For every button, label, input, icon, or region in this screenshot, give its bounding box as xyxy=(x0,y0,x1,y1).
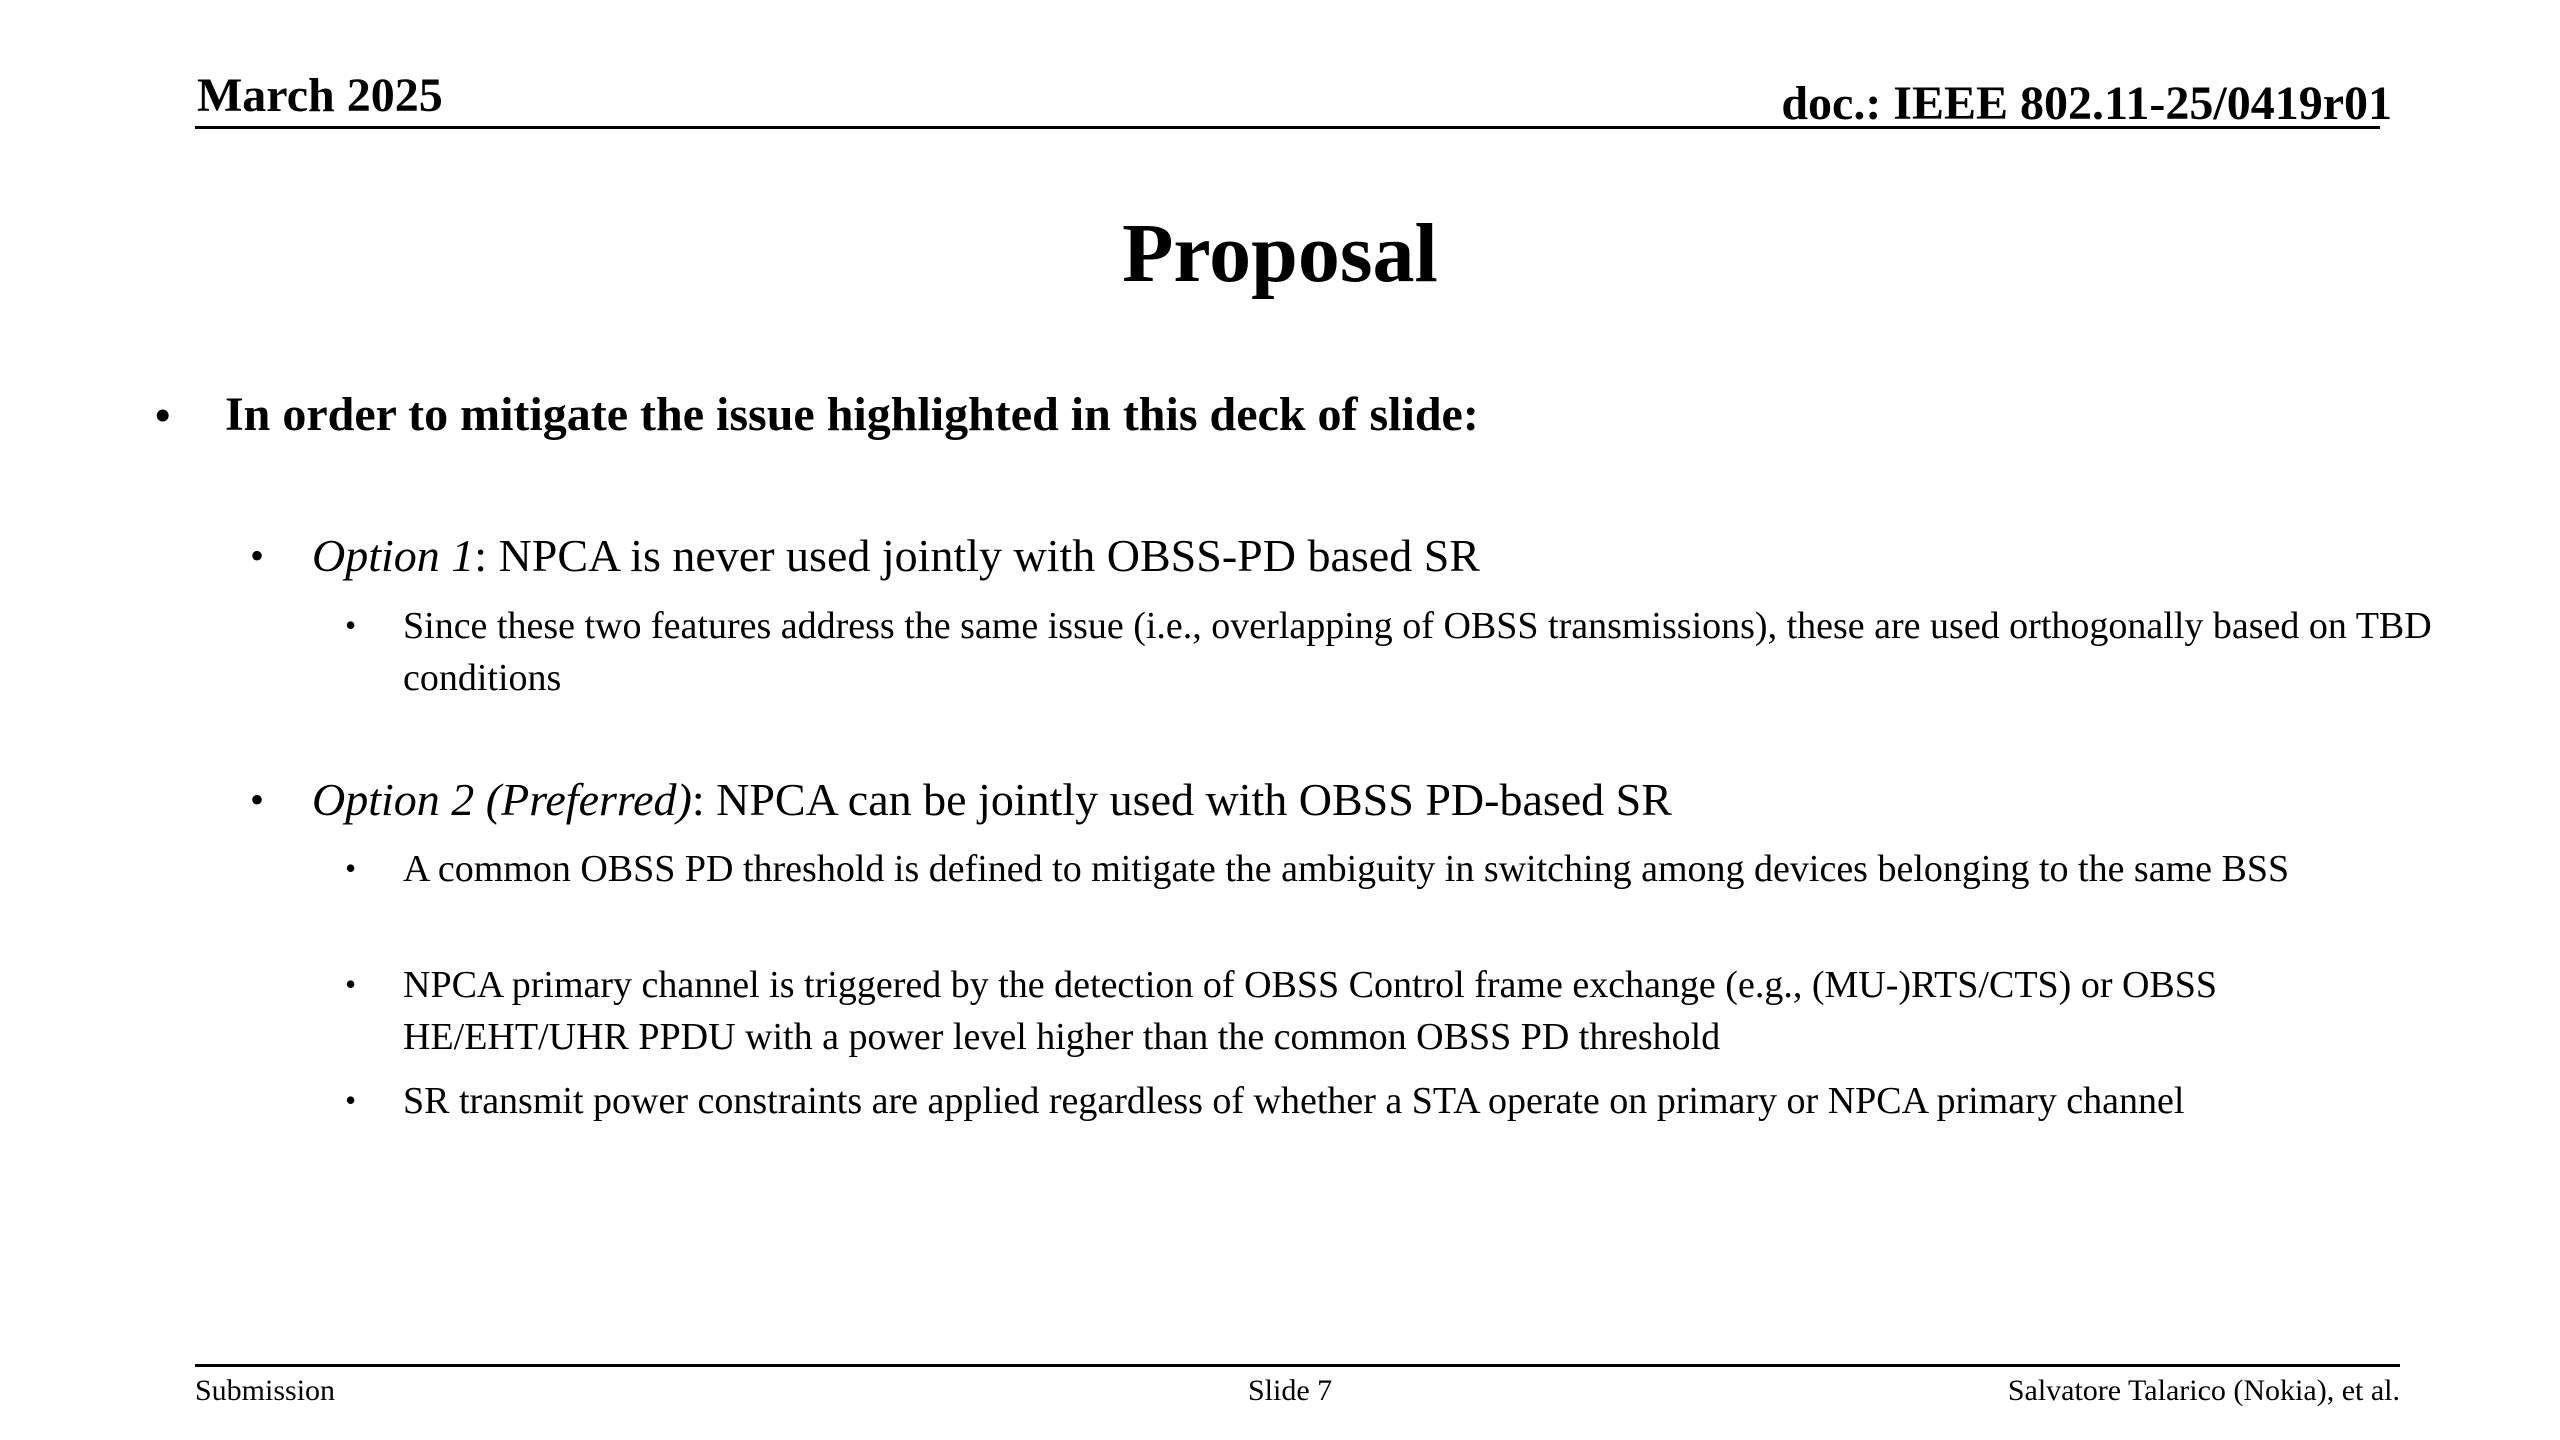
option-2-text xyxy=(312,772,2450,827)
option-2-sub-3-text: SR transmit power constraints are applied regardless of whether a STA operate on primary or NPCA primary channel xyxy=(403,1080,2185,1122)
bullet-icon: • xyxy=(250,533,265,578)
footer-slide-number: Slide 7 xyxy=(1248,1374,1333,1407)
header-divider xyxy=(195,126,2380,129)
bullet-icon: • xyxy=(345,1082,357,1118)
option-1-sub-1 xyxy=(345,600,2445,704)
option-1-label: Option 1 xyxy=(312,530,475,581)
footer-author: Salvatore Talarico (Nokia), et al. xyxy=(2007,1374,2400,1407)
option-2-sub-2 xyxy=(345,959,2445,1063)
footer-divider xyxy=(195,1364,2400,1367)
option-1-desc: : NPCA is never used jointly with OBSS-PD based SR xyxy=(474,530,1480,581)
option-2-bullet xyxy=(250,772,2450,827)
option-2-sub-1 xyxy=(345,843,2445,895)
bullet-icon: • xyxy=(155,391,171,440)
main-bullet xyxy=(155,386,2455,444)
slide-title: Proposal xyxy=(1122,207,1438,300)
header-date: March 2025 xyxy=(197,69,443,122)
header-doc-number: doc.: IEEE 802.11-25/0419r01 xyxy=(1781,77,2392,130)
option-2-desc: : NPCA can be jointly used with OBSS PD-based SR xyxy=(691,774,1672,825)
option-1-bullet xyxy=(250,528,2450,583)
option-2-sub-2-text: NPCA primary channel is triggered by the detection of OBSS Control frame exchange (e.g., (MU-)RTS/CTS) or OBSS HE/EHT/UHR PPDU with a power level higher than the common OBSS PD threshold xyxy=(403,964,2218,1059)
option-2-label: Option 2 (Preferred) xyxy=(312,774,692,825)
option-1-text xyxy=(312,528,2450,583)
bullet-icon: • xyxy=(345,966,357,1002)
option-1-sub-1-text: Since these two features address the same issue (i.e., overlapping of OBSS transmissions), these are used orthogonally based on TBD conditions xyxy=(403,605,2432,700)
option-2-sub-1-text: A common OBSS PD threshold is defined to mitigate the ambiguity in switching among devices belonging to the same BSS xyxy=(403,848,2290,890)
bullet-icon: • xyxy=(345,607,357,643)
main-bullet-text: In order to mitigate the issue highlighted in this deck of slide: xyxy=(225,388,1479,441)
bullet-icon: • xyxy=(345,850,357,886)
footer-submission: Submission xyxy=(195,1374,336,1407)
bullet-icon: • xyxy=(250,777,265,822)
option-2-sub-3 xyxy=(345,1075,2445,1127)
